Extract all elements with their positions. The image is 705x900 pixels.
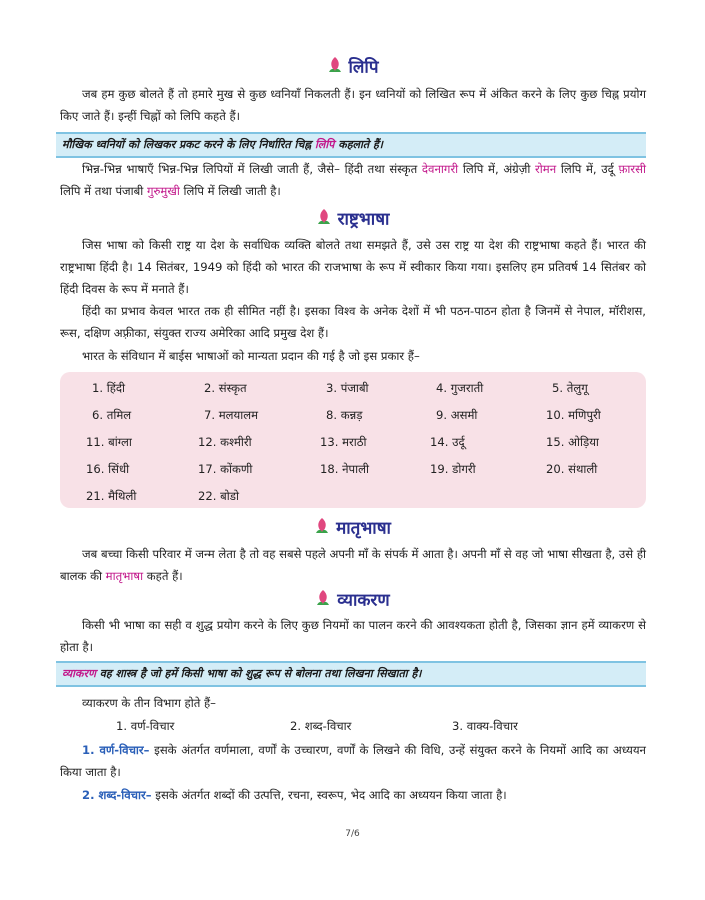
rashtrabhasha-paragraph-2: हिंदी का प्रभाव केवल भारत तक ही सीमित नहीं है। इसका विश्व के अनेक देशों में भी पठन-पाठन होता है जिनमें से नेपाल, मॉरीशस, रूस, दक्षिण अफ़्रीका, संयुक्त राज्य अमेरिका आदि प्रमुख देश हैं। [60, 304, 646, 340]
shabd-vichar-label: 2. शब्द-विचार– [82, 788, 152, 802]
lotus-leaf-icon [327, 55, 343, 80]
language-item: 4. गुजराती [436, 381, 484, 395]
script-term: देवनागरी [421, 162, 459, 176]
text: इसके अंतर्गत वर्णमाला, वर्णों के उच्चारण, वर्णों के लिखने की विधि, उन्हें संयुक्त करने के नियमों आदि का अध्ययन किया जाता है। [60, 743, 646, 779]
language-item: 1. हिंदी [92, 381, 126, 395]
language-item: 18. नेपाली [320, 462, 370, 476]
language-item: 11. बांग्ला [86, 435, 132, 449]
vyakaran-definition-band [56, 661, 646, 687]
lipi-paragraph-2 [60, 158, 646, 202]
page-number: 7/6 [345, 829, 360, 839]
section-heading-rashtrabhasha [0, 207, 705, 232]
branch-item: 3. वाक्य-विचार [452, 719, 518, 733]
heading-text: राष्ट्रभाषा [337, 209, 390, 230]
script-term: रोमन [535, 162, 557, 176]
language-item: 12. कश्मीरी [198, 435, 252, 449]
text: इसके अंतर्गत शब्दों की उत्पत्ति, रचना, स्वरूप, भेद आदि का अध्ययन किया जाता है। [151, 788, 507, 802]
definition-term: लिपि [315, 138, 335, 151]
definition-text-end: कहलाते हैं। [334, 138, 383, 151]
lipi-definition-band [56, 132, 646, 158]
language-item: 17. कोंकणी [198, 462, 253, 476]
language-item: 5. तेलुगू [552, 381, 588, 395]
lotus-leaf-icon [316, 207, 332, 232]
script-term: गुरुमुखी [146, 184, 180, 198]
rashtrabhasha-paragraph-1: जिस भाषा को किसी राष्ट्र या देश के सर्वाधिक व्यक्ति बोलते तथा समझते हैं, उसे उस राष्ट्र या देश की राष्ट्रभाषा कहते हैं। भारत की राष्ट्रभाषा हिंदी है। 14 सितंबर, 1949 को हिंदी को भारत की राजभाषा के रूप में स्वीकार किया गया। इसलिए हम प्रतिवर्ष 14 सितंबर को हिंदी दिवस के रूप में मनाते हैं। [60, 238, 646, 296]
varna-vichar-label: 1. वर्ण-विचार– [82, 743, 150, 757]
language-item: 20. संथाली [546, 462, 598, 476]
text: कहते हैं। [143, 569, 183, 583]
text: लिपि में लिखी जाती है। [179, 184, 281, 198]
language-item: 13. मराठी [320, 435, 367, 449]
branch-item: 2. शब्द-विचार [290, 719, 352, 733]
text: लिपि में, अंग्रेज़ी [458, 162, 536, 176]
section-heading-lipi [0, 55, 705, 80]
text: लिपि में, उर्दू [556, 162, 619, 176]
definition-text: मौखिक ध्वनियों को लिखकर प्रकट करने के लिए निर्धारित चिह्न [62, 138, 316, 151]
language-item: 2. संस्कृत [204, 381, 247, 395]
languages-box [60, 372, 646, 508]
section-heading-vyakaran [0, 588, 705, 613]
heading-text: व्याकरण [337, 590, 390, 611]
shabd-vichar-paragraph [60, 784, 646, 806]
matribhasha-paragraph [60, 543, 646, 587]
vyakaran-paragraph-1: किसी भी भाषा का सही व शुद्ध प्रयोग करने के लिए कुछ नियमों का पालन करने की आवश्यकता होती है, जिसका ज्ञान हमें व्याकरण से होता है। [60, 618, 646, 654]
branch-item: 1. वर्ण-विचार [116, 719, 175, 733]
language-item: 22. बोडो [198, 489, 239, 503]
heading-text: मातृभाषा [336, 518, 391, 539]
language-item: 8. कन्नड़ [326, 408, 363, 422]
varna-vichar-paragraph [60, 739, 646, 783]
lotus-leaf-icon [314, 516, 330, 541]
text: भिन्न-भिन्न भाषाएँ भिन्न-भिन्न लिपियों में लिखी जाती हैं, जैसे– हिंदी तथा संस्कृत [82, 162, 422, 176]
text: जब बच्चा किसी परिवार में जन्म लेता है तो वह सबसे पहले अपनी माँ के संपर्क में आता है। अपनी माँ से वह जो भाषा सीखता है, उसे ही बालक की [60, 547, 646, 583]
rashtrabhasha-paragraph-3: भारत के संविधान में बाईस भाषाओं को मान्यता प्रदान की गई है जो इस प्रकार हैं– [82, 349, 420, 363]
matribhasha-term: मातृभाषा [105, 569, 144, 583]
text: लिपि में तथा पंजाबी [60, 184, 147, 198]
language-item: 21. मैथिली [86, 489, 137, 503]
definition-term: व्याकरण [62, 667, 96, 680]
language-item: 15. ओड़िया [546, 435, 599, 449]
language-item: 6. तमिल [92, 408, 132, 422]
language-item: 14. उर्दू [430, 435, 465, 449]
language-item: 9. असमी [436, 408, 478, 422]
language-item: 10. मणिपुरी [546, 408, 601, 422]
language-item: 16. सिंधी [86, 462, 130, 476]
language-item: 3. पंजाबी [326, 381, 369, 395]
section-heading-matribhasha [0, 516, 705, 541]
script-term: फ़ारसी [618, 162, 646, 176]
language-item: 7. मलयालम [204, 408, 259, 422]
lipi-paragraph-1: जब हम कुछ बोलते हैं तो हमारे मुख से कुछ ध्वनियाँ निकलती हैं। इन ध्वनियों को लिखित रूप में अंकित करने के लिए कुछ चिह्न प्रयोग किए जाते हैं। इन्हीं चिह्नों को लिपि कहते हैं। [60, 87, 646, 123]
definition-text: वह शास्त्र है जो हमें किसी भाषा को शुद्ध रूप से बोलना तथा लिखना सिखाता है। [95, 667, 422, 680]
lotus-leaf-icon [315, 588, 331, 613]
heading-text: लिपि [348, 57, 379, 78]
language-item: 19. डोगरी [430, 462, 476, 476]
vyakaran-branches-intro: व्याकरण के तीन विभाग होते हैं– [82, 696, 216, 710]
